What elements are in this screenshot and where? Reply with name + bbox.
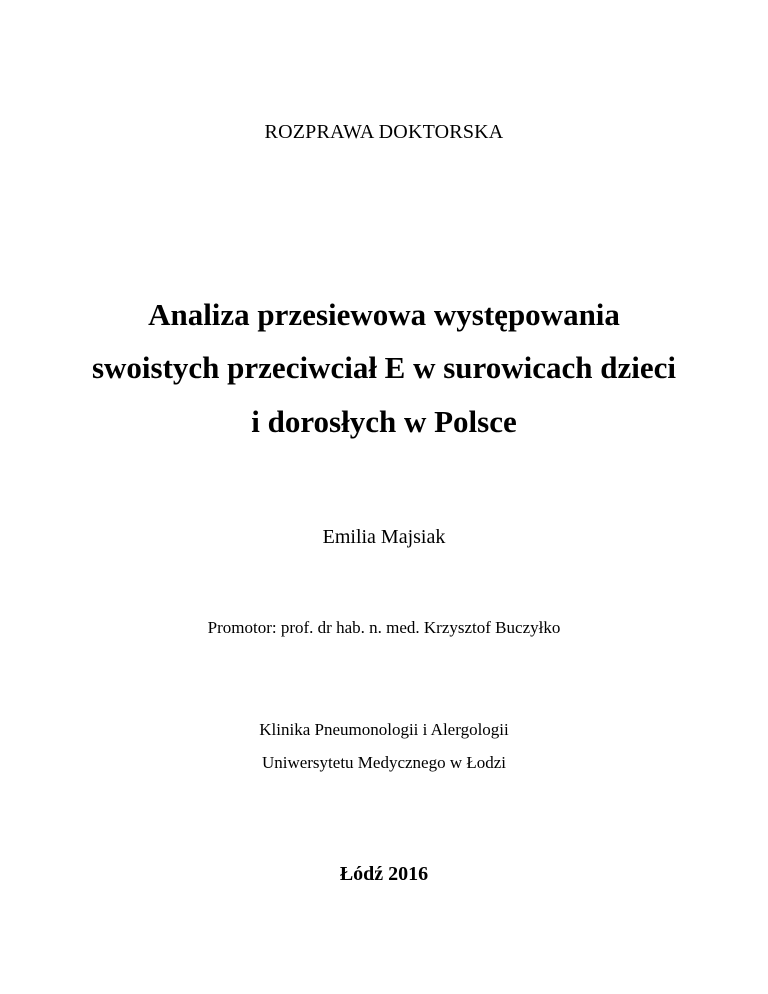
author-name: Emilia Majsiak xyxy=(322,526,446,548)
document-type-label: ROZPRAWA DOKTORSKA xyxy=(264,121,504,143)
institution-line-2: Uniwersytetu Medycznego w Łodzi xyxy=(261,753,507,772)
promotor-line: Promotor: prof. dr hab. n. med. Krzysztof Buczyłko xyxy=(207,618,561,637)
title-line-3: i dorosłych w Polsce xyxy=(251,404,517,439)
place-and-date: Łódź 2016 xyxy=(339,863,429,885)
institution-line-1: Klinika Pneumonologii i Alergologii xyxy=(259,720,509,739)
title-line-1: Analiza przesiewowa występowania xyxy=(148,297,620,332)
title-line-2: swoistych przeciwciał E w surowicach dzieci xyxy=(91,350,677,385)
